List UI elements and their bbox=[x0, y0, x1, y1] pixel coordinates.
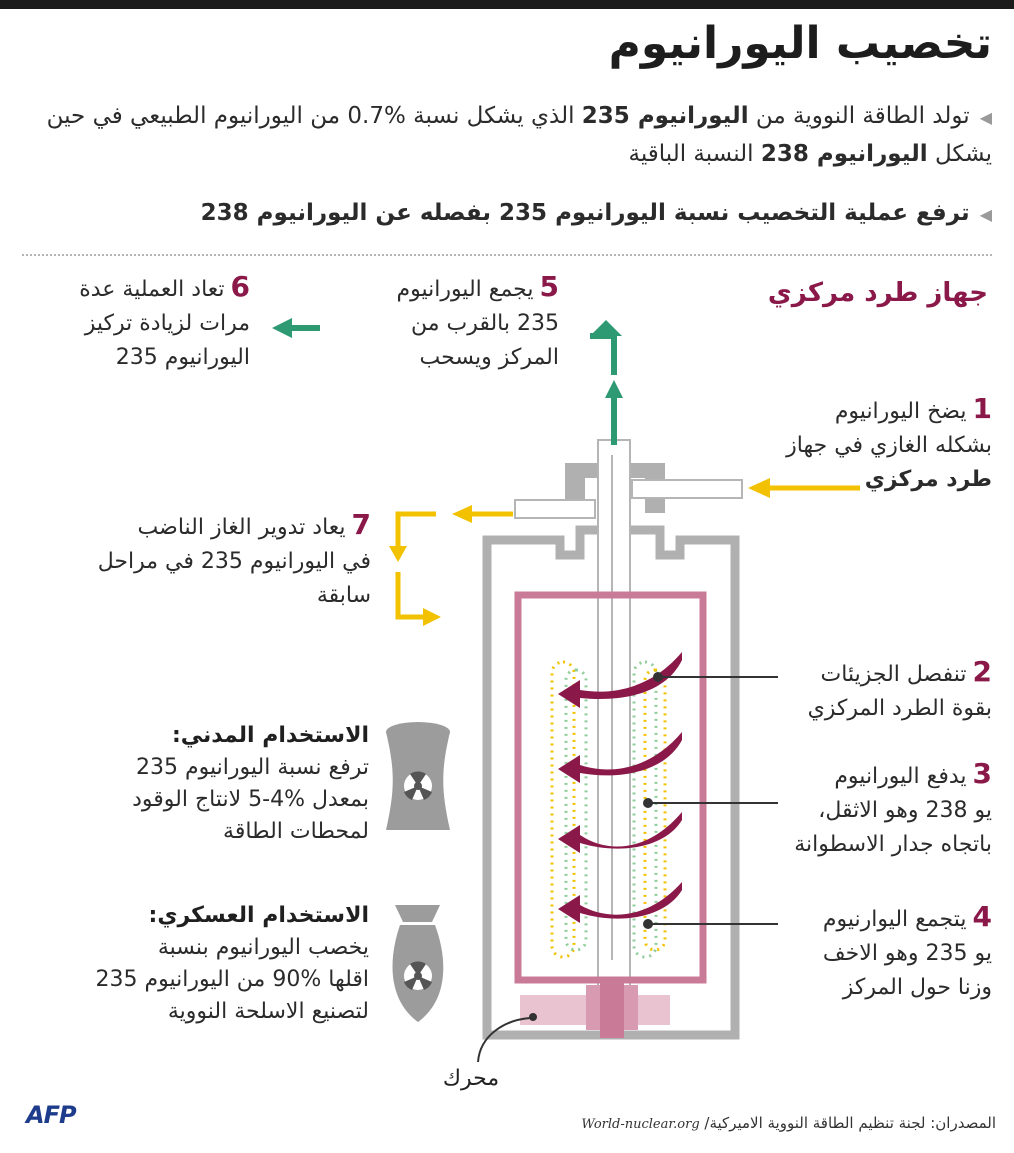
military-use-text: لتصنيع الاسلحة النووية bbox=[167, 999, 369, 1024]
step-text: يعاد تدوير الغاز الناضب bbox=[137, 515, 346, 540]
step-text: 235 بالقرب من bbox=[410, 311, 559, 336]
step-text: مرات لزيادة تركيز bbox=[84, 311, 250, 336]
step-text: يو 235 وهو الاخف bbox=[822, 941, 992, 966]
step-text: في اليورانيوم 235 في مراحل bbox=[97, 549, 371, 574]
military-use bbox=[96, 900, 369, 1028]
civil-use-heading: الاستخدام المدني: bbox=[171, 723, 369, 748]
step-number: 1 bbox=[972, 392, 992, 425]
military-use-text: اقلها %90 من اليورانيوم 235 bbox=[95, 967, 369, 992]
bullet-triangle-icon: ◀ bbox=[979, 108, 992, 127]
bomb-icon bbox=[393, 905, 444, 1022]
section-title: جهاز طرد مركزي bbox=[767, 278, 988, 308]
cooling-tower-icon bbox=[386, 722, 450, 830]
feed-pipe bbox=[632, 480, 742, 498]
step-number: 7 bbox=[351, 508, 371, 541]
source-site: World-nuclear.org bbox=[581, 1117, 700, 1132]
bullet-text: الذي يشكل نسبة %0.7 من اليورانيوم الطبيعي في حين يشكل bbox=[46, 103, 992, 167]
step-text: يتجمع اليوارنيوم bbox=[822, 907, 967, 932]
step-7 bbox=[98, 508, 371, 613]
bullet-text: تولد الطاقة النووية من bbox=[748, 103, 970, 129]
step-number: 6 bbox=[230, 270, 250, 303]
step-text: يضخ اليورانيوم bbox=[834, 399, 967, 424]
step-text: بشكله الغازي في جهاز bbox=[786, 433, 992, 458]
step-text: المركز ويسحب bbox=[419, 345, 559, 370]
step-text: تنفصل الجزيئات bbox=[820, 662, 967, 687]
step-text: وزنا حول المركز bbox=[842, 975, 992, 1000]
civil-use-text: بمعدل %4-5 لانتاج الوقود bbox=[132, 787, 369, 812]
civil-use-text: لمحطات الطاقة bbox=[223, 819, 369, 844]
step-number: 2 bbox=[972, 655, 992, 688]
step-text: طرد مركزي bbox=[864, 467, 992, 492]
step-5 bbox=[396, 270, 559, 375]
bullet-text: ترفع عملية التخصيب نسبة اليورانيوم 235 بفصله عن اليورانيوم 238 bbox=[200, 200, 970, 226]
bullet-bold: اليورانيوم 235 bbox=[581, 103, 749, 129]
page-title: تخصيب اليورانيوم bbox=[608, 18, 992, 69]
bullet-bold: اليورانيوم 238 bbox=[760, 141, 928, 167]
source-label: المصدران: لجنة تنظيم الطاقة النووية الاميركية/ bbox=[699, 1114, 996, 1132]
civil-use bbox=[132, 720, 369, 848]
step-number: 4 bbox=[972, 900, 992, 933]
step-2 bbox=[808, 655, 992, 726]
step-number: 3 bbox=[972, 757, 992, 790]
source-line bbox=[581, 1114, 996, 1132]
bullet-triangle-icon: ◀ bbox=[979, 205, 992, 224]
military-use-heading: الاستخدام العسكري: bbox=[148, 903, 369, 928]
military-use-text: يخصب اليورانيوم بنسبة bbox=[157, 935, 369, 960]
step-3 bbox=[794, 757, 992, 862]
step-4 bbox=[823, 900, 992, 1005]
step-6 bbox=[79, 270, 250, 375]
step-text: يو 238 وهو الاثقل، bbox=[818, 798, 992, 823]
bullet-text: النسبة الباقية bbox=[628, 141, 761, 167]
waste-pipe bbox=[515, 500, 595, 518]
step-number: 5 bbox=[539, 270, 559, 303]
step-text: يدفع اليورانيوم bbox=[834, 764, 967, 789]
step-1 bbox=[786, 392, 992, 497]
civil-use-text: ترفع نسبة اليورانيوم 235 bbox=[136, 755, 369, 780]
step-text: اليورانيوم 235 bbox=[115, 345, 250, 370]
step-text: باتجاه جدار الاسطوانة bbox=[794, 832, 992, 857]
motor-label: محرك bbox=[442, 1066, 500, 1091]
step-text: بقوة الطرد المركزي bbox=[807, 696, 992, 721]
step-text: يجمع اليورانيوم bbox=[396, 277, 534, 302]
step-text: تعاد العملية عدة bbox=[79, 277, 225, 302]
center-pipe bbox=[598, 440, 630, 1020]
afp-logo: AFP bbox=[26, 1101, 76, 1129]
step-text: سابقة bbox=[316, 583, 371, 608]
